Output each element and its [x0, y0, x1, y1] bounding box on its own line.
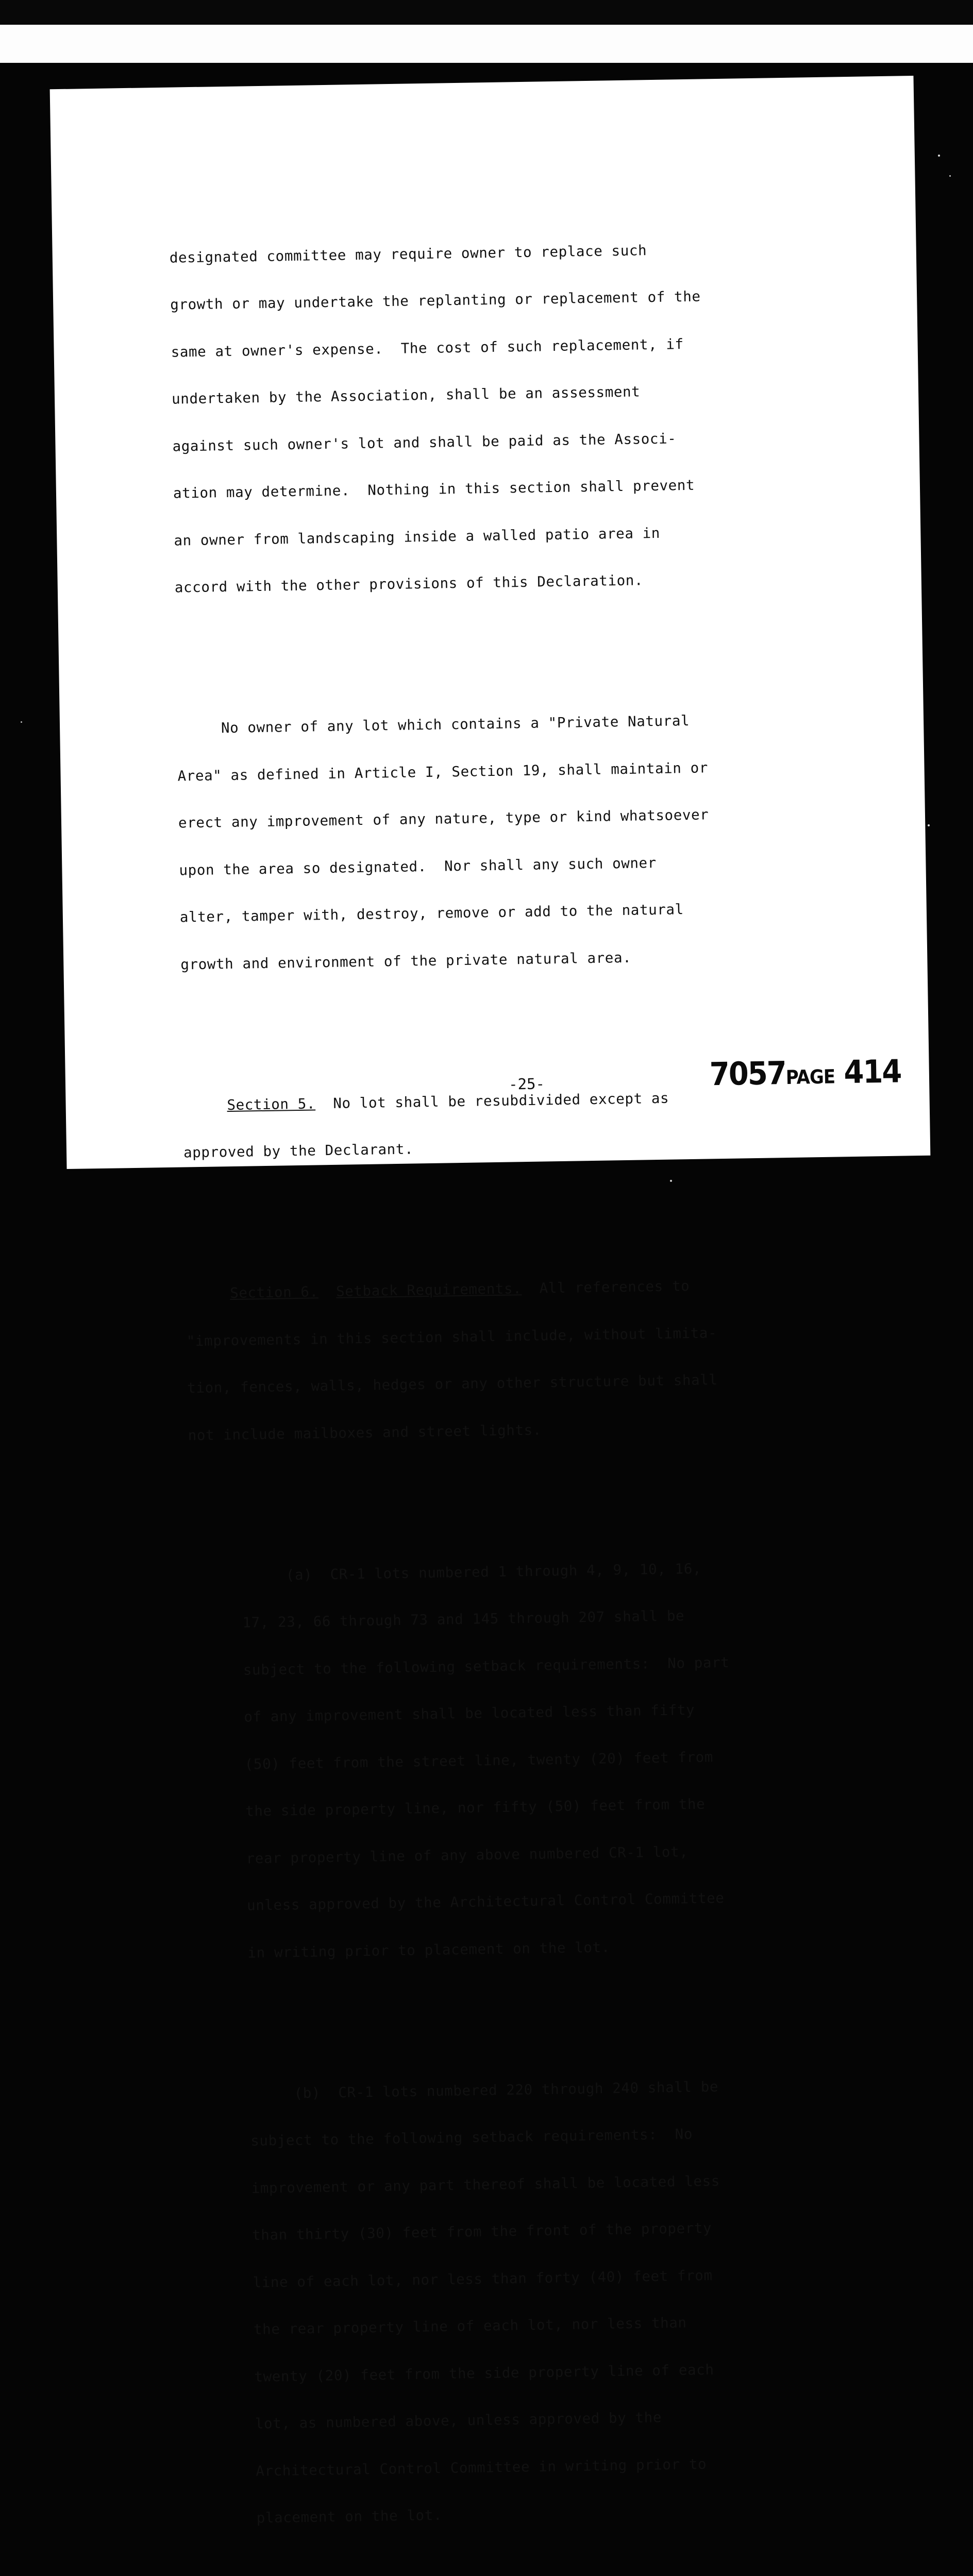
text-line: rear property line of any above numbered CR-1 lot,	[246, 1843, 689, 1867]
text-line: the side property line, nor fifty (50) feet from the	[245, 1795, 706, 1820]
text-line: (b) CR-1 lots numbered 220 through 240 shall be	[249, 2078, 719, 2103]
page-number: -25-	[508, 1075, 545, 1093]
text-line: twenty (20) feet from the side property line of each	[254, 2361, 714, 2385]
text-line: accord with the other provisions of this Declaration.	[174, 572, 644, 596]
section-5-text: No lot shall be resubdivided except as	[315, 1090, 669, 1112]
text-line: growth or may undertake the replanting or replacement of the	[170, 288, 701, 313]
scan-speckle	[928, 824, 930, 826]
text-line: against such owner's lot and shall be paid as the Associ-	[172, 430, 677, 455]
text-line: an owner from landscaping inside a walled patio area in	[174, 524, 661, 549]
text-line: No owner of any lot which contains a "Private Natural	[176, 712, 690, 737]
section-6-heading: Section 6.	[229, 1283, 318, 1302]
text-line: subject to the following setback requirements: No	[250, 2126, 693, 2149]
text-line: designated committee may require owner to replace such	[169, 242, 647, 266]
text-line: growth and environment of the private natural area.	[180, 949, 632, 973]
text-line: upon the area so designated. Nor shall any such owner	[179, 854, 657, 879]
scan-speckle	[21, 721, 22, 723]
text-line: same at owner's expense. The cost of such replacement, if	[171, 335, 684, 361]
text-line: 17, 23, 66 through 73 and 145 through 207 shall be	[242, 1607, 685, 1631]
text-line: Architectural Control Committee in writing prior to	[256, 2455, 707, 2480]
scan-speckle	[670, 1180, 672, 1182]
page-label: PAGE	[785, 1065, 835, 1089]
text-line: (50) feet from the street line, twenty (20) feet from	[244, 1748, 714, 1773]
text-line: subject to the following setback requirements: No part	[243, 1654, 730, 1679]
scan-top-border	[0, 0, 973, 25]
text-line: line of each lot, nor less than forty (40) feet from	[253, 2267, 713, 2291]
section-6	[185, 1244, 859, 1475]
text-line: not include mailboxes and street lights.	[188, 1421, 542, 1444]
text-line: unless approved by the Architectural Control Committee	[246, 1890, 725, 1914]
subsection-b	[249, 2045, 876, 2557]
text-line: Area" as defined in Article I, Section 19, shall maintain or	[177, 759, 709, 785]
text-line: of any improvement shall be located less than fifty	[244, 1702, 695, 1725]
section-6-title: Setback Requirements.	[335, 1280, 522, 1300]
book-page-stamp	[709, 1053, 901, 1093]
book-number: 7057	[709, 1055, 786, 1093]
section-5-heading: Section 5.	[227, 1095, 316, 1113]
subsection-a	[241, 1527, 867, 1992]
text-line: alter, tamper with, destroy, remove or add to the natural	[179, 901, 684, 926]
text-line: undertaken by the Association, shall be an assessment	[171, 383, 641, 408]
text-line: erect any improvement of any nature, type or kind whatsoever	[178, 806, 709, 832]
text-line: improvement or any part thereof shall be located less	[251, 2172, 720, 2197]
text-line: lot, as numbered above, unless approved by the	[255, 2409, 662, 2432]
scan-speckle	[938, 155, 940, 157]
text-line: tion, fences, walls, hedges or any other structure but shall	[187, 1371, 718, 1397]
text-line: the rear property line of each lot, nor less than	[253, 2314, 687, 2338]
scan-light-band	[0, 25, 973, 63]
document-page	[50, 76, 931, 2527]
section-6-first-line	[186, 1276, 855, 1302]
document-body	[168, 161, 884, 2576]
section-6-text: All references to	[522, 1278, 690, 1297]
paragraph-private-natural-area	[176, 679, 851, 1004]
text-line: in writing prior to placement on the lot.	[247, 1939, 611, 1961]
text-line: placement on the lot.	[256, 2506, 443, 2527]
text-line: "improvements in this section shall include, without limita-	[186, 1324, 717, 1349]
text-line: than thirty (30) feet from the front of the property	[251, 2219, 712, 2244]
book-page-number: 414	[843, 1053, 901, 1091]
text-line: ation may determine. Nothing in this section shall prevent	[173, 477, 695, 502]
text-line: approved by the Declarant.	[183, 1141, 414, 1161]
paragraph-landscaping	[169, 208, 845, 627]
text-line: (a) CR-1 lots numbered 1 through 4, 9, 10, 16,	[241, 1560, 702, 1584]
scan-speckle	[949, 175, 951, 177]
